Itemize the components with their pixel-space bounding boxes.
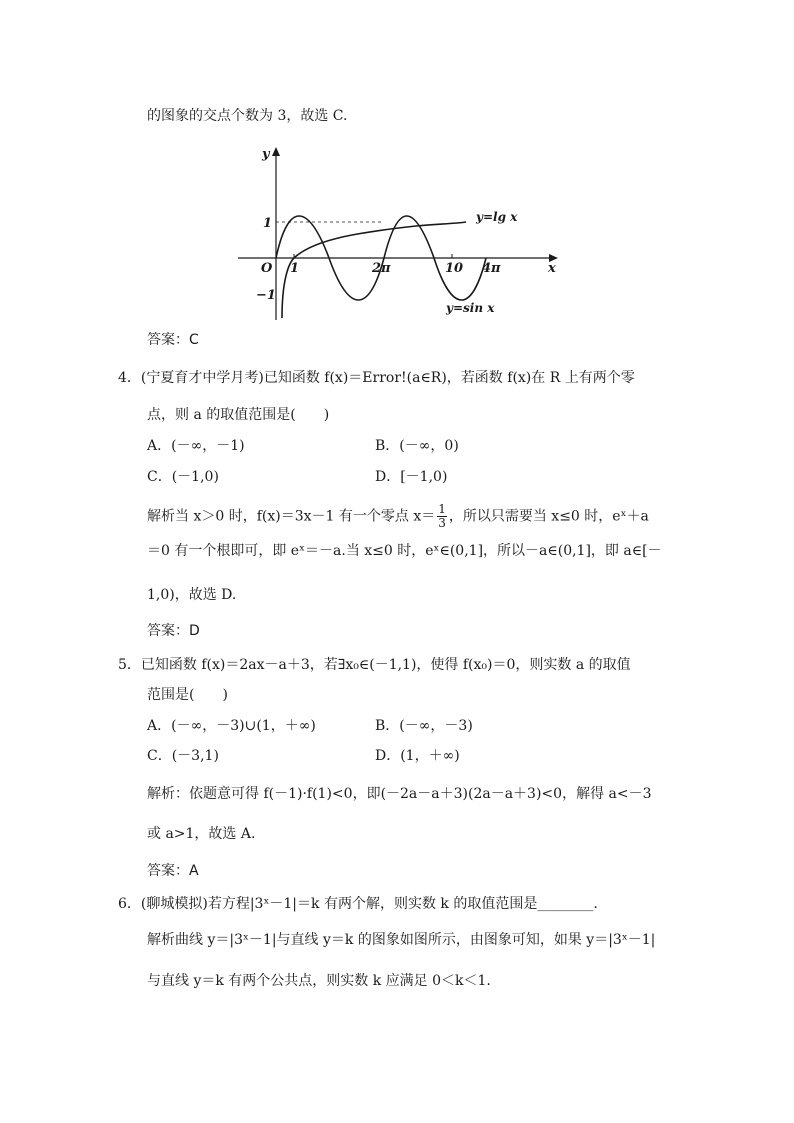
q4-option-c: C．(－1,0) (147, 469, 219, 485)
tick-x-1-label: 1 (290, 261, 300, 276)
curve-sin-label: y=sin x (446, 301, 495, 315)
q6-analysis-line2: 与直线 y＝k 有两个公共点，则实数 k 应满足 0＜k＜1. (147, 973, 491, 989)
q4-fraction-denominator: 3 (438, 516, 446, 530)
q4-option-d: D．[－1,0) (375, 469, 448, 485)
tick-y-1-label: 1 (263, 216, 273, 231)
q4-analysis-line2: ＝0 有一个根即可，即 eˣ＝－a.当 x≤0 时，eˣ∈(0,1]，所以－a∈(0,1]，即 a∈[－ (147, 543, 662, 559)
tick-x-2pi-label: 2π (372, 261, 391, 276)
tick-x-10-label: 10 (445, 261, 464, 276)
q5-option-d: D．(1，＋∞) (375, 748, 460, 764)
q4-option-a: A．(－∞，－1) (147, 438, 245, 454)
curve-lg-label: y=lg x (476, 210, 518, 224)
origin-label: O (261, 261, 273, 276)
q4-analysis-line3: 1,0)，故选 D. (147, 587, 237, 603)
q5-analysis-line1: 解析：依题意可得 f(－1)·f(1)<0，即(－2a－a＋3)(2a－a＋3)<0，解得 a<－3 (147, 786, 652, 802)
q5-stem-line2: 范围是( ) (147, 687, 228, 703)
y-axis-label: y (262, 147, 270, 162)
q5-analysis-line2: 或 a>1，故选 A. (147, 826, 256, 842)
function-graph (236, 142, 562, 324)
q5-option-c: C．(－3,1) (147, 748, 219, 764)
answer-q3: 答案：C (147, 332, 199, 348)
q6-stem-line1: 6．(聊城模拟)若方程|3ˣ－1|＝k 有两个解，则实数 k 的取值范围是________. (118, 896, 598, 912)
tick-x-4pi-label: 4π (482, 261, 501, 276)
q5-option-b: B．(－∞，－3) (375, 718, 473, 734)
answer-q4: 答案：D (147, 623, 200, 639)
q4-analysis-line1 (147, 503, 649, 530)
q4-fraction-numerator: 1 (438, 502, 446, 516)
intro-line: 的图象的交点个数为 3，故选 C. (147, 108, 348, 124)
q4-analysis-line1-suffix: ，所以只需要当 x≤0 时，eˣ＋a (448, 508, 649, 525)
y-axis-arrow (272, 147, 280, 156)
q4-option-b: B．(－∞，0) (375, 438, 459, 454)
x-axis-label: x (548, 261, 556, 276)
q5-stem-line1: 5．已知函数 f(x)＝2ax－a＋3，若∃x₀∈(－1,1)，使得 f(x₀)＝0，则实数 a 的取值 (118, 657, 631, 673)
q4-stem-line1: 4．(宁夏育才中学月考)已知函数 f(x)＝Error!(a∈R)，若函数 f(x)在 R 上有两个零 (118, 370, 635, 386)
q4-analysis-line1-prefix: 解析当 x＞0 时，f(x)＝3x－1 有一个零点 x＝ (147, 508, 436, 525)
q4-stem-line2: 点，则 a 的取值范围是( ) (147, 407, 330, 423)
q4-analysis-fraction (437, 503, 447, 530)
q5-option-a: A．(－∞，－3)∪(1，＋∞) (147, 718, 316, 734)
q6-analysis-line1: 解析曲线 y＝|3ˣ－1|与直线 y＝k 的图象如图所示，由图象可知，如果 y＝|3ˣ－1| (147, 932, 656, 948)
tick-y-neg1-label: −1 (256, 288, 276, 303)
answer-q5: 答案：A (147, 863, 199, 879)
